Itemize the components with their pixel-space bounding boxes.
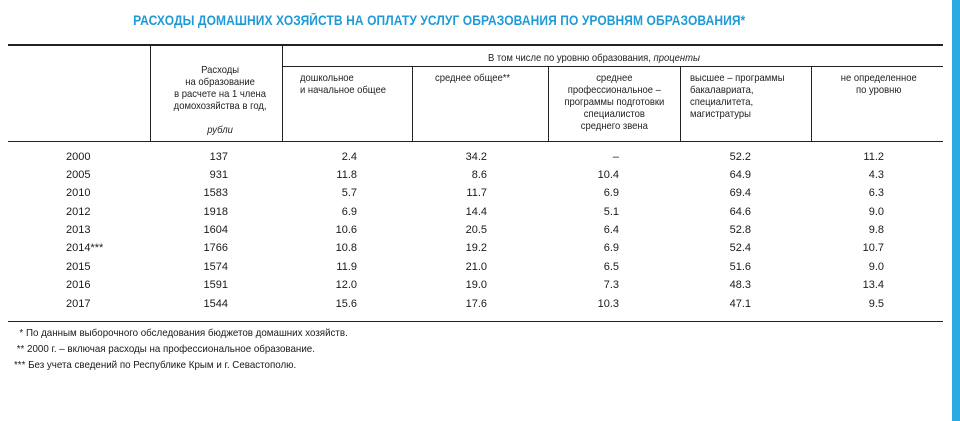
cell-rubles: 137 [209, 151, 228, 163]
header-expenses-unit: рубли [207, 124, 233, 136]
cell-preschool: 2.4 [341, 151, 357, 163]
table-bottom-rule [8, 321, 943, 322]
cell-year: 2012 [66, 206, 91, 218]
cell-vocational: 6.4 [603, 224, 619, 236]
cell-preschool: 15.6 [335, 298, 357, 310]
table-row [0, 204, 960, 221]
cell-preschool: 5.7 [341, 187, 357, 199]
header-level-preschool: дошкольное и начальное общее [300, 72, 386, 96]
cell-preschool: 12.0 [335, 279, 357, 291]
cell-secondary: 19.2 [465, 242, 487, 254]
cell-year: 2005 [66, 169, 91, 181]
table-top-rule [8, 44, 943, 46]
cell-higher: 48.3 [729, 279, 751, 291]
cell-higher: 69.4 [729, 187, 751, 199]
footnotes [14, 325, 348, 373]
cell-vocational: 7.3 [603, 279, 619, 291]
column-divider [680, 67, 681, 141]
cell-higher: 64.9 [729, 169, 751, 181]
cell-secondary: 14.4 [465, 206, 487, 218]
cell-secondary: 19.0 [465, 279, 487, 291]
table-row [0, 259, 960, 276]
cell-rubles: 1544 [203, 298, 228, 310]
cell-higher: 64.6 [729, 206, 751, 218]
header-group [488, 52, 758, 64]
footnote: * По данным выборочного обследования бюджетов домашних хозяйств. [14, 327, 348, 339]
cell-secondary: 8.6 [471, 169, 487, 181]
cell-vocational: 5.1 [603, 206, 619, 218]
cell-rubles: 1574 [203, 261, 228, 273]
cell-preschool: 11.8 [336, 169, 357, 181]
cell-undefined: 11.2 [863, 151, 884, 163]
cell-preschool: 11.9 [336, 261, 357, 273]
cell-vocational: 6.5 [603, 261, 619, 273]
cell-year: 2015 [66, 261, 91, 273]
cell-rubles: 1604 [203, 224, 228, 236]
table-row [0, 167, 960, 184]
header-level-higher: высшее – программы бакалавриата, специалитета, магистратуры [690, 72, 785, 120]
cell-undefined: 9.0 [868, 261, 884, 273]
header-level-vocational: среднее профессиональное – программы подготовки специалистов среднего звена [564, 72, 665, 132]
header-bottom-rule [8, 141, 943, 142]
table-row [0, 240, 960, 257]
group-header-rule [283, 66, 943, 67]
header-group-unit: проценты [653, 52, 700, 64]
header-expenses-label: Расходы на образование в расчете на 1 члена домохозяйства в год, [173, 64, 267, 112]
cell-undefined: 9.0 [868, 206, 884, 218]
footnote: ** 2000 г. – включая расходы на профессиональное образование. [14, 343, 315, 355]
cell-rubles: 1591 [203, 279, 228, 291]
cell-undefined: 9.5 [868, 298, 884, 310]
cell-undefined: 9.8 [868, 224, 884, 236]
cell-higher: 52.2 [729, 151, 751, 163]
table-row [0, 296, 960, 313]
table-row [0, 149, 960, 166]
cell-preschool: 6.9 [341, 206, 357, 218]
cell-higher: 52.4 [729, 242, 751, 254]
cell-year: 2010 [66, 187, 91, 199]
cell-vocational: 6.9 [603, 242, 619, 254]
cell-undefined: 6.3 [868, 187, 884, 199]
header-level-undefined: не определенное по уровню [840, 72, 917, 96]
header-expenses [158, 52, 282, 136]
footnote: *** Без учета сведений по Республике Крым и г. Севастополю. [14, 359, 297, 371]
cell-undefined: 13.4 [862, 279, 884, 291]
table-row [0, 277, 960, 294]
table-title: РАСХОДЫ ДОМАШНИХ ХОЗЯЙСТВ НА ОПЛАТУ УСЛУГ ОБРАЗОВАНИЯ ПО УРОВНЯМ ОБРАЗОВАНИЯ* [133, 13, 746, 28]
cell-vocational: 6.9 [603, 187, 619, 199]
cell-secondary: 21.0 [465, 261, 487, 273]
cell-rubles: 931 [209, 169, 228, 181]
cell-year: 2014*** [66, 242, 104, 254]
cell-secondary: 11.7 [466, 187, 487, 199]
cell-vocational: 10.4 [597, 169, 619, 181]
cell-year: 2016 [66, 279, 91, 291]
cell-undefined: 10.7 [862, 242, 884, 254]
header-level-secondary: среднее общее** [435, 72, 511, 84]
cell-higher: 52.8 [729, 224, 751, 236]
cell-undefined: 4.3 [868, 169, 884, 181]
header-group-label: В том числе по уровню образования, [488, 52, 654, 64]
cell-secondary: 17.6 [465, 298, 487, 310]
cell-year: 2013 [66, 224, 91, 236]
cell-higher: 47.1 [729, 298, 751, 310]
cell-rubles: 1583 [203, 187, 228, 199]
table-row [0, 222, 960, 239]
cell-year: 2017 [66, 298, 91, 310]
cell-preschool: 10.8 [335, 242, 357, 254]
cell-rubles: 1766 [203, 242, 228, 254]
cell-preschool: 10.6 [335, 224, 357, 236]
cell-secondary: 20.5 [465, 224, 487, 236]
table-row [0, 185, 960, 202]
column-divider [548, 67, 549, 141]
column-divider [150, 45, 151, 141]
cell-higher: 51.6 [729, 261, 751, 273]
cell-rubles: 1918 [203, 206, 228, 218]
cell-vocational: – [612, 151, 619, 163]
cell-secondary: 34.2 [465, 151, 487, 163]
cell-year: 2000 [66, 151, 91, 163]
cell-vocational: 10.3 [597, 298, 619, 310]
